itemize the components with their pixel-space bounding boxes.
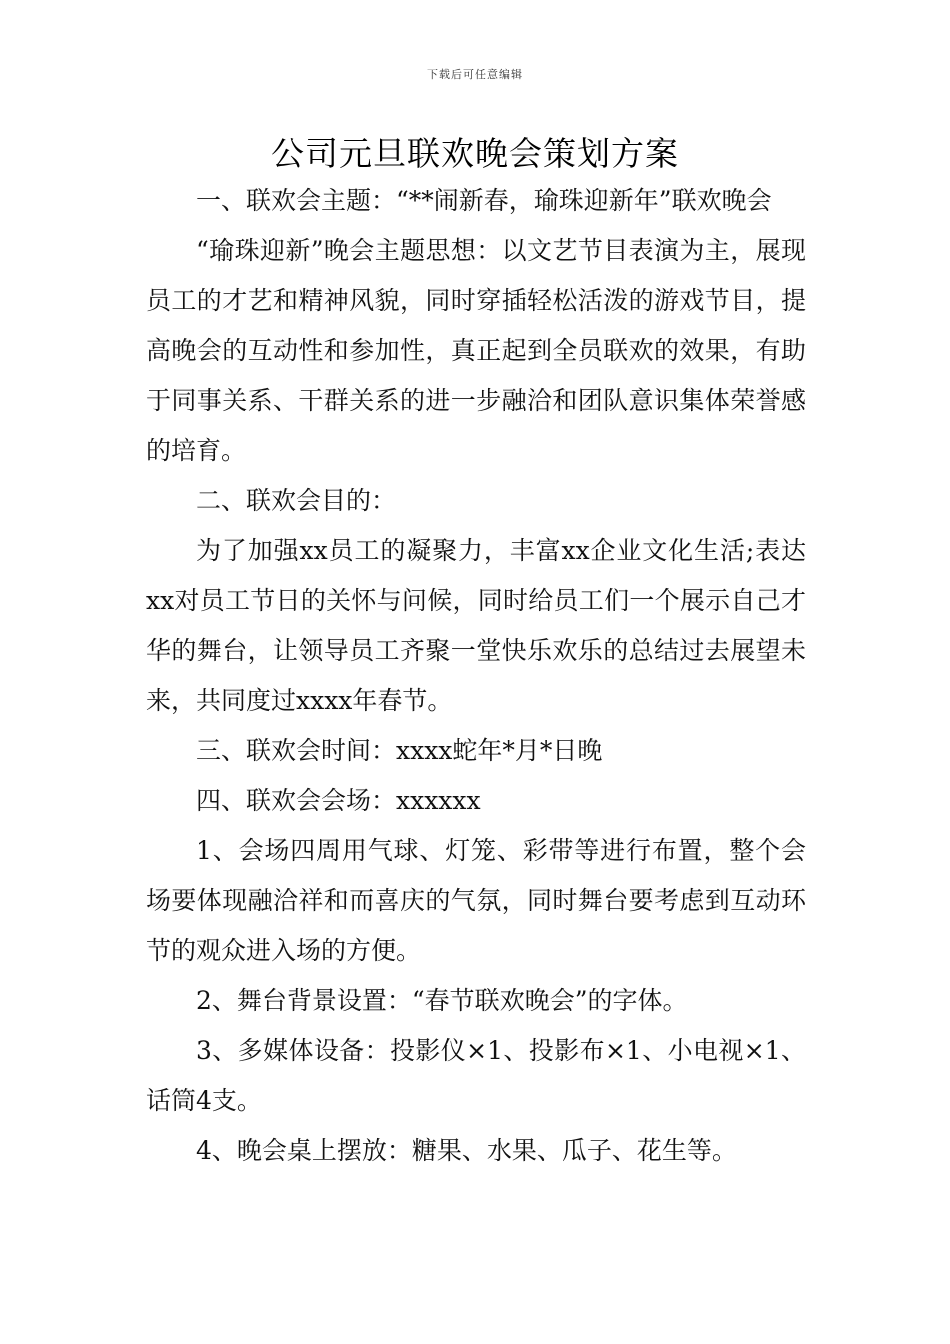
- document-body: [146, 176, 806, 1176]
- paragraph-theme: 一、联欢会主题：“**闹新春，瑜珠迎新年”联欢晚会: [196, 186, 772, 215]
- page-title: 公司元旦联欢晚会策划方案: [271, 134, 679, 173]
- paragraph-purpose-heading: 二、联欢会目的：: [196, 486, 397, 515]
- paragraph-table-items: 4、晚会桌上摆放：糖果、水果、瓜子、花生等。: [196, 1136, 737, 1165]
- paragraph-venue-decoration: 1、会场四周用气球、灯笼、彩带等进行布置，整个会场要体现融洽祥和而喜庆的气氛，同时舞台要考虑到互动环节的观众进入场的方便。: [146, 836, 806, 965]
- paragraph-multimedia: 3、多媒体设备：投影仪×1、投影布×1、小电视×1、话筒4支。: [146, 1036, 806, 1115]
- paragraph-venue: 四、联欢会会场：xxxxxx: [196, 786, 481, 815]
- header-note: 下载后可任意编辑: [427, 68, 523, 81]
- paragraph-time: 三、联欢会时间：xxxx蛇年*月*日晚: [196, 736, 603, 765]
- paragraph-theme-idea: “瑜珠迎新”晚会主题思想：以文艺节目表演为主，展现员工的才艺和精神风貌，同时穿插轻松活泼的游戏节目，提高晚会的互动性和参加性，真正起到全员联欢的效果，有助于同事关系、干群关系的进一步融洽和团队意识集体荣誉感的培育。: [146, 236, 806, 465]
- paragraph-purpose: 为了加强xx员工的凝聚力，丰富xx企业文化生活;表达xx对员工节日的关怀与问候，同时给员工们一个展示自己才华的舞台，让领导员工齐聚一堂快乐欢乐的总结过去展望未来，共同度过xxxx年春节。: [146, 536, 806, 715]
- paragraph-stage-background: 2、舞台背景设置：“春节联欢晚会”的字体。: [196, 986, 688, 1015]
